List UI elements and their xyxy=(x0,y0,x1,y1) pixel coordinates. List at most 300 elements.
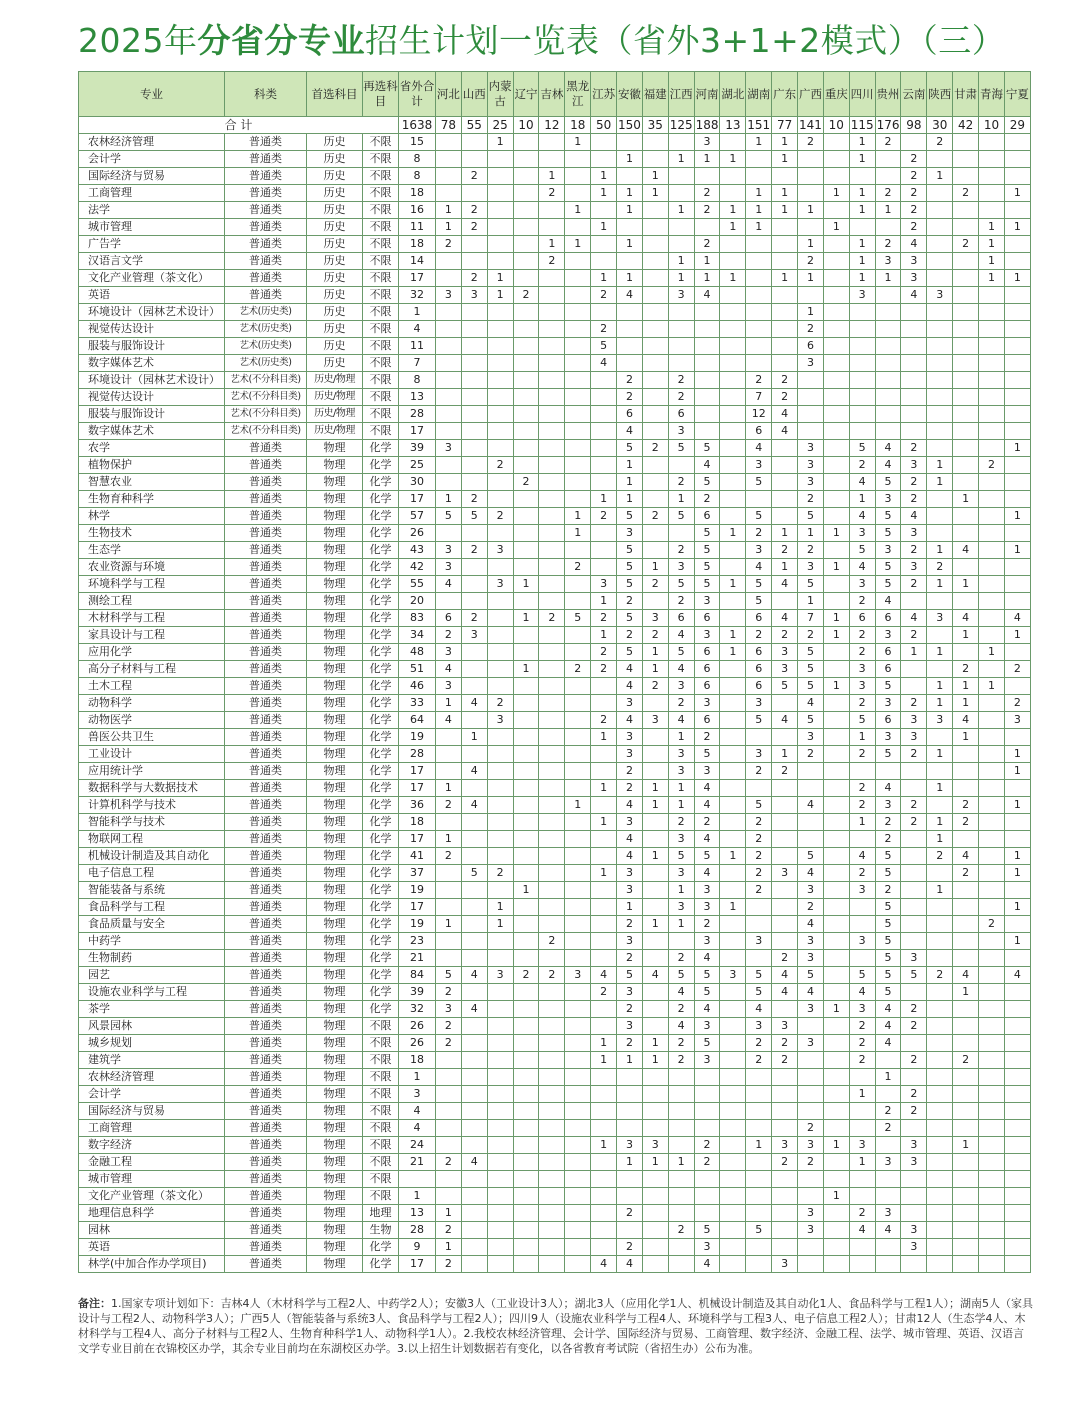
cell-second-subject: 化学 xyxy=(363,576,399,593)
cell-category: 普通类 xyxy=(225,763,307,780)
cell-province-count: 5 xyxy=(875,559,901,576)
cell-province-count xyxy=(539,678,565,695)
cell-first-subject: 历史 xyxy=(307,287,363,304)
cell-province-count xyxy=(798,1188,824,1205)
cell-province-count: 5 xyxy=(461,508,487,525)
cell-province-count xyxy=(979,763,1005,780)
cell-province-count: 2 xyxy=(591,610,617,627)
cell-province-count: 4 xyxy=(875,1222,901,1239)
cell-major: 农林经济管理 xyxy=(79,134,225,151)
cell-province-count xyxy=(746,168,772,185)
cell-province-count xyxy=(642,1222,668,1239)
cell-province-count xyxy=(591,695,617,712)
cell-province-count: 1 xyxy=(1004,899,1030,916)
cell-province-count: 2 xyxy=(798,746,824,763)
cell-province-count xyxy=(668,1256,694,1273)
cell-province-count xyxy=(591,372,617,389)
cell-province-count xyxy=(539,763,565,780)
cell-province-count xyxy=(461,1103,487,1120)
cell-category: 普通类 xyxy=(225,1035,307,1052)
cell-province-count: 4 xyxy=(901,287,927,304)
cell-province-count: 1 xyxy=(1004,865,1030,882)
cell-province-count xyxy=(461,185,487,202)
cell-province-count xyxy=(979,134,1005,151)
cell-province-count xyxy=(642,457,668,474)
cell-province-count xyxy=(461,389,487,406)
cell-province-count xyxy=(927,406,953,423)
cell-province-count xyxy=(487,1035,513,1052)
cell-province-count: 1 xyxy=(823,219,849,236)
cell-province-count xyxy=(927,389,953,406)
cell-province-count xyxy=(953,746,979,763)
cell-province-count xyxy=(746,1205,772,1222)
cell-province-count xyxy=(798,372,824,389)
cell-province-count xyxy=(901,763,927,780)
cell-province-count: 5 xyxy=(875,508,901,525)
cell-province-count xyxy=(668,185,694,202)
cell-province-count: 1 xyxy=(694,270,720,287)
cell-total: 21 xyxy=(399,1154,436,1171)
cell-major: 食品科学与工程 xyxy=(79,899,225,916)
cell-province-count: 1 xyxy=(565,202,591,219)
cell-province-count: 1 xyxy=(642,168,668,185)
cell-province-count xyxy=(798,780,824,797)
cell-province-count xyxy=(979,542,1005,559)
cell-province-count: 2 xyxy=(746,372,772,389)
cell-major: 英语 xyxy=(79,1239,225,1256)
cell-province-count: 6 xyxy=(746,423,772,440)
cell-province-count: 4 xyxy=(461,1001,487,1018)
table-row xyxy=(79,134,1031,151)
cell-province-count xyxy=(591,253,617,270)
cell-province-count xyxy=(823,1256,849,1273)
table-row xyxy=(79,610,1031,627)
cell-province-count: 2 xyxy=(849,1052,875,1069)
cell-province-count: 1 xyxy=(1004,763,1030,780)
cell-province-count: 3 xyxy=(849,287,875,304)
cell-province-count: 2 xyxy=(539,253,565,270)
cell-province-count: 1 xyxy=(1004,440,1030,457)
cell-province-count: 2 xyxy=(617,627,643,644)
cell-province-count xyxy=(668,355,694,372)
cell-province-count xyxy=(487,1205,513,1222)
cell-province-count xyxy=(720,1256,746,1273)
cell-province-count xyxy=(772,831,798,848)
cell-province-count: 3 xyxy=(668,559,694,576)
cell-province-count xyxy=(539,1120,565,1137)
cell-second-subject: 化学 xyxy=(363,967,399,984)
cell-province-count: 4 xyxy=(694,457,720,474)
cell-province-count xyxy=(565,1137,591,1154)
cell-province-count: 1 xyxy=(798,236,824,253)
cell-province-count xyxy=(772,474,798,491)
cell-total: 18 xyxy=(399,185,436,202)
cell-province-count xyxy=(772,304,798,321)
cell-province-count xyxy=(720,763,746,780)
cell-province-count xyxy=(487,1018,513,1035)
cell-province-count: 2 xyxy=(668,1222,694,1239)
cell-province-count xyxy=(772,695,798,712)
cell-first-subject: 物理 xyxy=(307,848,363,865)
cell-province-count: 1 xyxy=(1004,270,1030,287)
cell-province-count xyxy=(720,440,746,457)
cell-province-count: 2 xyxy=(875,236,901,253)
header-province: 重庆 xyxy=(823,72,849,117)
cell-province-count: 2 xyxy=(927,559,953,576)
cell-province-count xyxy=(979,474,1005,491)
cell-second-subject: 化学 xyxy=(363,457,399,474)
cell-second-subject: 不限 xyxy=(363,168,399,185)
cell-province-count: 3 xyxy=(798,882,824,899)
cell-province-count: 1 xyxy=(513,661,539,678)
cell-province-count xyxy=(1004,168,1030,185)
cell-category: 普通类 xyxy=(225,185,307,202)
cell-province-count: 2 xyxy=(694,729,720,746)
cell-second-subject: 化学 xyxy=(363,491,399,508)
cell-first-subject: 物理 xyxy=(307,474,363,491)
cell-province-count xyxy=(979,1188,1005,1205)
cell-province-count xyxy=(642,882,668,899)
title-prefix: 2025年 xyxy=(78,21,198,60)
cell-province-count xyxy=(591,1069,617,1086)
cell-province-count xyxy=(953,508,979,525)
cell-province-count xyxy=(979,1120,1005,1137)
cell-province-count xyxy=(513,1256,539,1273)
cell-category: 普通类 xyxy=(225,1001,307,1018)
cell-province-count xyxy=(694,1205,720,1222)
cell-province-count xyxy=(772,916,798,933)
cell-province-count: 4 xyxy=(461,763,487,780)
cell-province-count: 1 xyxy=(798,202,824,219)
cell-category: 普通类 xyxy=(225,1103,307,1120)
cell-province-count: 1 xyxy=(1004,185,1030,202)
cell-province-count xyxy=(539,372,565,389)
cell-province-count: 4 xyxy=(694,1256,720,1273)
cell-province-count xyxy=(875,1239,901,1256)
summary-province-value: 115 xyxy=(850,118,874,132)
cell-second-subject: 不限 xyxy=(363,304,399,321)
cell-second-subject: 化学 xyxy=(363,712,399,729)
cell-province-count: 4 xyxy=(1004,967,1030,984)
cell-province-count xyxy=(436,1171,462,1188)
cell-province-count xyxy=(772,1001,798,1018)
cell-province-count: 5 xyxy=(617,508,643,525)
cell-province-count xyxy=(979,933,1005,950)
cell-province-count xyxy=(849,1239,875,1256)
cell-first-subject: 物理 xyxy=(307,491,363,508)
cell-province-count: 4 xyxy=(694,287,720,304)
cell-province-count xyxy=(591,151,617,168)
cell-province-count xyxy=(642,389,668,406)
table-row xyxy=(79,967,1031,984)
cell-province-count: 2 xyxy=(798,627,824,644)
cell-province-count xyxy=(565,457,591,474)
cell-major: 动物科学 xyxy=(79,695,225,712)
cell-province-count: 1 xyxy=(720,270,746,287)
cell-total: 37 xyxy=(399,865,436,882)
cell-province-count: 3 xyxy=(875,1205,901,1222)
table-row xyxy=(79,1103,1031,1120)
cell-province-count xyxy=(565,729,591,746)
cell-province-count xyxy=(565,1035,591,1052)
cell-province-count: 2 xyxy=(953,814,979,831)
cell-province-count: 1 xyxy=(849,270,875,287)
cell-province-count xyxy=(461,593,487,610)
cell-first-subject: 物理 xyxy=(307,933,363,950)
cell-province-count xyxy=(798,1069,824,1086)
cell-province-count: 4 xyxy=(591,1256,617,1273)
cell-province-count xyxy=(1004,1222,1030,1239)
cell-province-count xyxy=(461,440,487,457)
cell-province-count xyxy=(513,1137,539,1154)
cell-province-count xyxy=(979,1035,1005,1052)
cell-province-count: 2 xyxy=(487,508,513,525)
cell-second-subject: 不限 xyxy=(363,1137,399,1154)
cell-province-count: 5 xyxy=(875,933,901,950)
cell-province-count xyxy=(487,763,513,780)
cell-second-subject: 不限 xyxy=(363,1086,399,1103)
cell-province-count: 1 xyxy=(694,253,720,270)
cell-province-count xyxy=(927,219,953,236)
cell-province-count xyxy=(513,253,539,270)
cell-province-count xyxy=(901,865,927,882)
table-row xyxy=(79,678,1031,695)
cell-province-count: 1 xyxy=(539,236,565,253)
table-row xyxy=(79,168,1031,185)
cell-province-count xyxy=(927,372,953,389)
cell-province-count xyxy=(798,151,824,168)
cell-province-count: 3 xyxy=(798,1205,824,1222)
cell-province-count: 3 xyxy=(436,542,462,559)
cell-province-count xyxy=(1004,1120,1030,1137)
cell-province-count: 3 xyxy=(849,933,875,950)
cell-province-count: 5 xyxy=(875,576,901,593)
cell-province-count xyxy=(487,933,513,950)
cell-province-count xyxy=(539,950,565,967)
header-province: 安徽 xyxy=(617,72,643,117)
cell-province-count: 2 xyxy=(668,474,694,491)
cell-province-count xyxy=(565,831,591,848)
cell-province-count: 5 xyxy=(746,984,772,1001)
cell-province-count: 3 xyxy=(436,644,462,661)
cell-province-count: 2 xyxy=(694,491,720,508)
cell-province-count xyxy=(798,1018,824,1035)
cell-province-count: 2 xyxy=(617,389,643,406)
cell-province-count xyxy=(461,372,487,389)
cell-province-count xyxy=(617,1103,643,1120)
cell-province-count: 2 xyxy=(901,168,927,185)
cell-province-count xyxy=(539,984,565,1001)
cell-province-count: 3 xyxy=(875,695,901,712)
cell-province-count: 1 xyxy=(461,729,487,746)
cell-province-count xyxy=(798,1103,824,1120)
cell-province-count xyxy=(720,1001,746,1018)
cell-major: 电子信息工程 xyxy=(79,865,225,882)
cell-province-count: 2 xyxy=(1004,695,1030,712)
cell-province-count xyxy=(1004,253,1030,270)
cell-province-count xyxy=(513,1001,539,1018)
cell-province-count xyxy=(798,1239,824,1256)
header-total: 省外合计 xyxy=(399,72,436,117)
cell-province-count xyxy=(461,559,487,576)
cell-province-count xyxy=(642,321,668,338)
cell-province-count: 5 xyxy=(694,967,720,984)
cell-province-count xyxy=(746,1103,772,1120)
cell-province-count: 5 xyxy=(461,865,487,882)
cell-province-count: 1 xyxy=(720,627,746,644)
cell-category: 普通类 xyxy=(225,168,307,185)
cell-province-count xyxy=(642,270,668,287)
cell-major: 土木工程 xyxy=(79,678,225,695)
table-row xyxy=(79,1086,1031,1103)
cell-province-count xyxy=(746,1188,772,1205)
cell-province-count xyxy=(979,797,1005,814)
cell-province-count: 2 xyxy=(875,814,901,831)
cell-province-count: 1 xyxy=(617,457,643,474)
cell-province-count xyxy=(823,440,849,457)
cell-province-count xyxy=(720,814,746,831)
cell-second-subject: 化学 xyxy=(363,508,399,525)
cell-province-count xyxy=(513,899,539,916)
table-row xyxy=(79,1069,1031,1086)
cell-province-count xyxy=(591,525,617,542)
table-row xyxy=(79,219,1031,236)
cell-province-count xyxy=(720,168,746,185)
cell-major: 文化产业管理（茶文化） xyxy=(79,1188,225,1205)
cell-province-count xyxy=(617,168,643,185)
cell-major: 视觉传达设计 xyxy=(79,321,225,338)
cell-province-count: 1 xyxy=(798,304,824,321)
cell-province-count xyxy=(436,304,462,321)
cell-province-count xyxy=(1004,1137,1030,1154)
cell-province-count: 3 xyxy=(798,355,824,372)
cell-province-count: 4 xyxy=(875,440,901,457)
cell-second-subject: 不限 xyxy=(363,202,399,219)
cell-province-count: 2 xyxy=(979,916,1005,933)
table-row xyxy=(79,865,1031,882)
cell-province-count: 5 xyxy=(798,644,824,661)
cell-province-count: 1 xyxy=(617,899,643,916)
cell-province-count: 2 xyxy=(436,797,462,814)
cell-province-count: 2 xyxy=(746,882,772,899)
cell-province-count: 3 xyxy=(617,984,643,1001)
cell-province-count xyxy=(927,491,953,508)
cell-province-count xyxy=(461,933,487,950)
cell-province-count xyxy=(746,253,772,270)
cell-second-subject: 不限 xyxy=(363,1154,399,1171)
cell-province-count xyxy=(979,372,1005,389)
cell-province-count xyxy=(694,1069,720,1086)
cell-province-count: 1 xyxy=(927,678,953,695)
cell-province-count: 2 xyxy=(642,627,668,644)
cell-province-count xyxy=(668,236,694,253)
table-row xyxy=(79,814,1031,831)
cell-province-count: 2 xyxy=(668,814,694,831)
cell-province-count: 4 xyxy=(436,712,462,729)
cell-first-subject: 物理 xyxy=(307,576,363,593)
title-suffix: 招生计划一览表（省外3+1+2模式）（三） xyxy=(364,21,1006,60)
cell-province-count: 2 xyxy=(798,134,824,151)
cell-province-count xyxy=(1004,491,1030,508)
cell-province-count xyxy=(927,1154,953,1171)
cell-province-count xyxy=(746,236,772,253)
cell-category: 普通类 xyxy=(225,695,307,712)
cell-province-count xyxy=(823,542,849,559)
cell-province-count xyxy=(513,185,539,202)
cell-province-count xyxy=(642,593,668,610)
cell-province-count xyxy=(642,1018,668,1035)
cell-second-subject: 不限 xyxy=(363,1018,399,1035)
cell-province-count xyxy=(720,253,746,270)
cell-major: 城市管理 xyxy=(79,219,225,236)
header-province: 贵州 xyxy=(875,72,901,117)
cell-province-count xyxy=(720,1137,746,1154)
cell-province-count xyxy=(979,746,1005,763)
cell-province-count: 4 xyxy=(772,610,798,627)
cell-category: 普通类 xyxy=(225,236,307,253)
cell-province-count xyxy=(487,610,513,627)
cell-province-count xyxy=(487,372,513,389)
cell-first-subject: 物理 xyxy=(307,440,363,457)
cell-province-count: 2 xyxy=(901,814,927,831)
cell-province-count: 5 xyxy=(617,967,643,984)
cell-province-count xyxy=(565,304,591,321)
cell-major: 应用统计学 xyxy=(79,763,225,780)
cell-province-count xyxy=(565,763,591,780)
cell-province-count xyxy=(565,882,591,899)
cell-province-count xyxy=(642,984,668,1001)
cell-province-count xyxy=(823,644,849,661)
cell-province-count: 2 xyxy=(461,610,487,627)
cell-province-count: 3 xyxy=(694,763,720,780)
cell-category: 普通类 xyxy=(225,678,307,695)
header-province: 内蒙古 xyxy=(487,72,513,117)
cell-province-count xyxy=(642,474,668,491)
cell-province-count xyxy=(487,882,513,899)
cell-province-count xyxy=(1004,287,1030,304)
cell-province-count: 1 xyxy=(668,202,694,219)
cell-province-count xyxy=(875,287,901,304)
cell-province-count xyxy=(513,236,539,253)
cell-province-count xyxy=(461,1188,487,1205)
cell-province-count xyxy=(591,236,617,253)
cell-province-count: 4 xyxy=(875,1001,901,1018)
cell-province-count xyxy=(720,1205,746,1222)
cell-province-count xyxy=(487,219,513,236)
cell-province-count xyxy=(927,1137,953,1154)
cell-province-count: 2 xyxy=(772,950,798,967)
cell-province-count: 5 xyxy=(668,440,694,457)
cell-province-count xyxy=(720,1018,746,1035)
cell-province-count xyxy=(979,406,1005,423)
cell-province-count: 1 xyxy=(979,270,1005,287)
cell-province-count xyxy=(513,457,539,474)
cell-province-count xyxy=(539,508,565,525)
cell-province-count xyxy=(539,287,565,304)
cell-total: 26 xyxy=(399,1035,436,1052)
cell-province-count: 2 xyxy=(642,576,668,593)
cell-province-count xyxy=(823,1222,849,1239)
cell-first-subject: 历史 xyxy=(307,321,363,338)
cell-province-count xyxy=(436,1120,462,1137)
cell-province-count: 2 xyxy=(875,134,901,151)
cell-second-subject: 化学 xyxy=(363,865,399,882)
cell-total: 48 xyxy=(399,644,436,661)
cell-province-count xyxy=(461,1018,487,1035)
cell-province-count xyxy=(979,899,1005,916)
cell-province-count: 5 xyxy=(849,542,875,559)
cell-province-count xyxy=(927,440,953,457)
